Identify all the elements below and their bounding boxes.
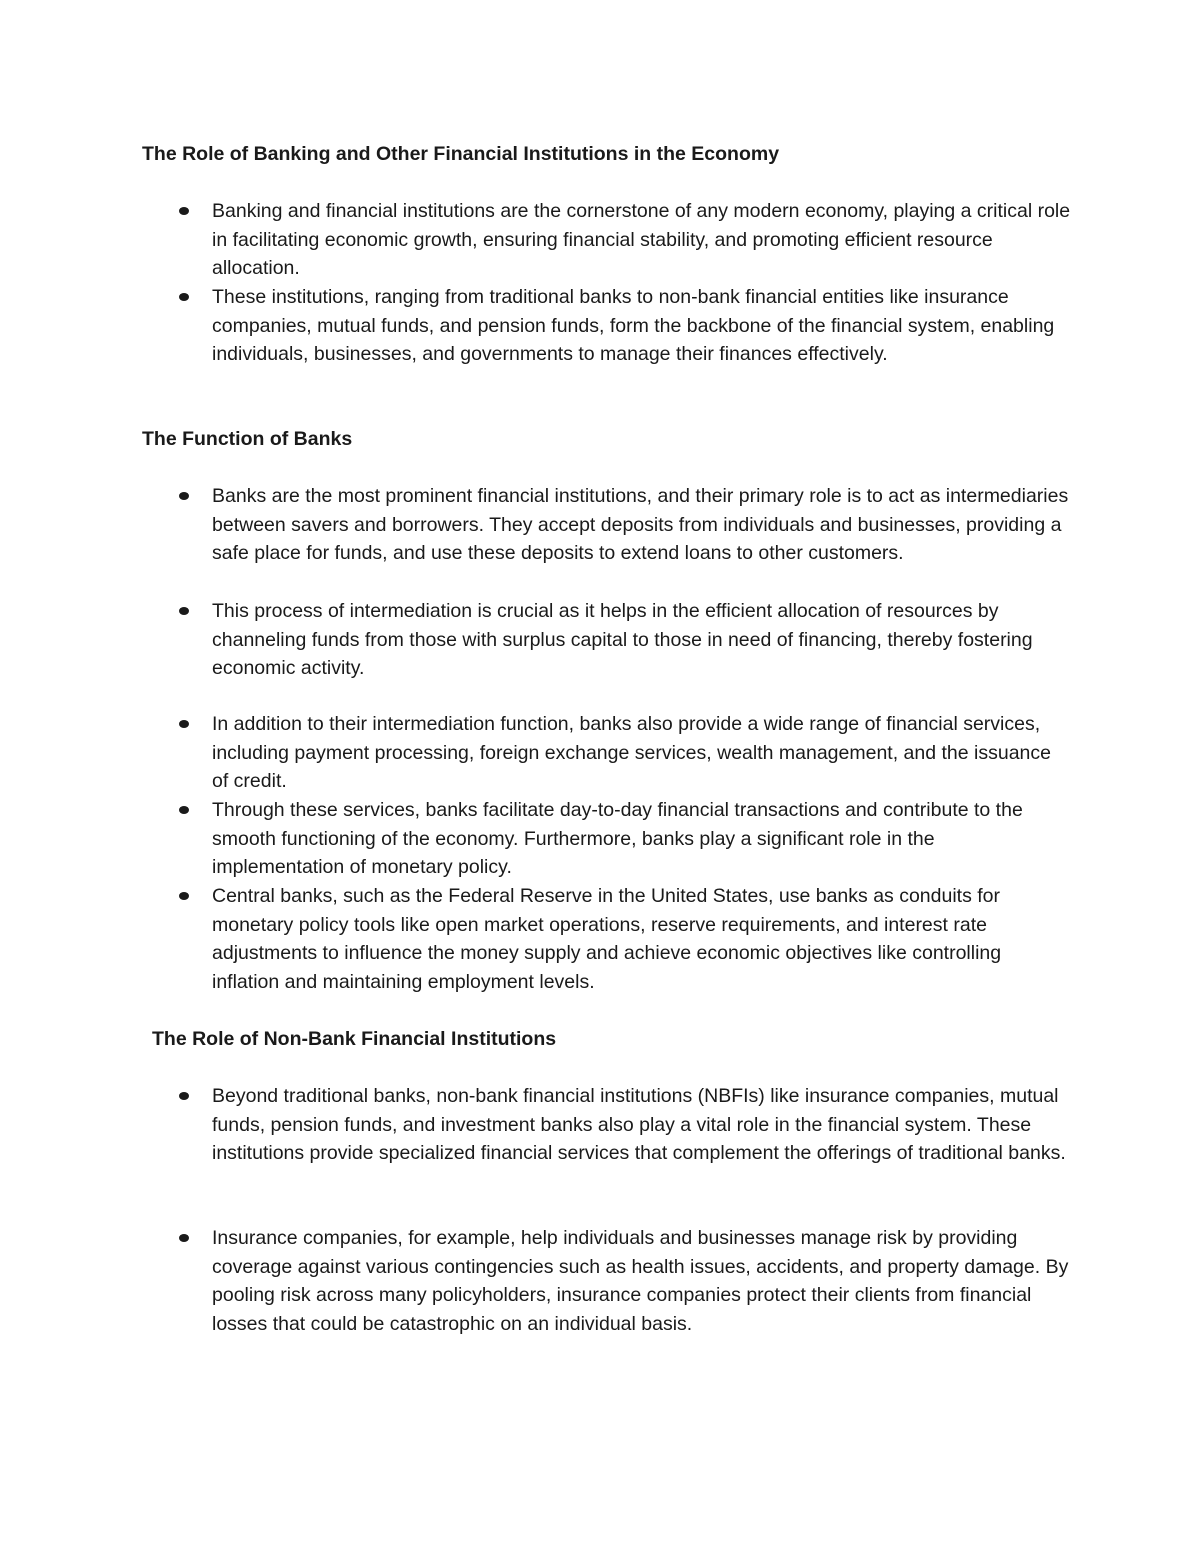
bullet-text: Banks are the most prominent financial institutions, and their primary role is to act as intermediaries between savers and borrowers. They accept deposits from individuals and businesses, providing a safe place for funds, and use these deposits to extend loans to other customers. xyxy=(212,485,1069,565)
bullet-icon xyxy=(179,1234,189,1242)
bullet-icon xyxy=(179,607,189,615)
bullet-text: Through these services, banks facilitate day-to-day financial transactions and contribute to the smooth functioning of the economy. Furthermore, banks play a significant role in the implementation of monetary policy. xyxy=(212,799,1023,879)
bullet-icon xyxy=(179,207,189,215)
bullet-text: Insurance companies, for example, help individuals and businesses manage risk by providing coverage against various contingencies such as health issues, accidents, and property damage. By pooling risk across many policyholders, insurance companies protect their clients from financial losses that could be catastrophic on an individual basis. xyxy=(212,1227,1069,1335)
section-heading-function-of-banks: The Function of Banks xyxy=(142,428,353,450)
section-heading-banking-role: The Role of Banking and Other Financial Institutions in the Economy xyxy=(142,143,780,165)
bullet-text: Beyond traditional banks, non-bank financial institutions (NBFIs) like insurance companies, mutual funds, pension funds, and investment banks also play a vital role in the financial system. These institutions provide specialized financial services that complement the offerings of traditional banks. xyxy=(212,1085,1066,1165)
section-heading-non-bank-institutions: The Role of Non-Bank Financial Institutions xyxy=(152,1028,557,1050)
bullet-icon xyxy=(179,492,189,500)
bullet-text: This process of intermediation is crucial as it helps in the efficient allocation of resources by channeling funds from those with surplus capital to those in need of financing, thereby fostering economic activity. xyxy=(212,600,1033,680)
bullet-icon xyxy=(179,892,189,900)
bullet-icon xyxy=(179,1092,189,1100)
bullet-text: Central banks, such as the Federal Reserve in the United States, use banks as conduits for monetary policy tools like open market operations, reserve requirements, and interest rate adjustments to influence the money supply and achieve economic objectives like controlling inflation and maintaining employment levels. xyxy=(212,885,1002,993)
bullet-icon xyxy=(179,806,189,814)
bullet-icon xyxy=(179,293,189,301)
bullet-icon xyxy=(179,720,189,728)
bullet-text: In addition to their intermediation function, banks also provide a wide range of financial services, including payment processing, foreign exchange services, wealth management, and the issuance of credit. xyxy=(212,713,1051,793)
bullet-text: These institutions, ranging from traditional banks to non-bank financial entities like insurance companies, mutual funds, and pension funds, form the backbone of the financial system, enabling individuals, businesses, and governments to manage their finances effectively. xyxy=(212,286,1055,366)
bullet-text: Banking and financial institutions are the cornerstone of any modern economy, playing a critical role in facilitating economic growth, ensuring financial stability, and promoting efficient resource allocation. xyxy=(212,200,1071,280)
